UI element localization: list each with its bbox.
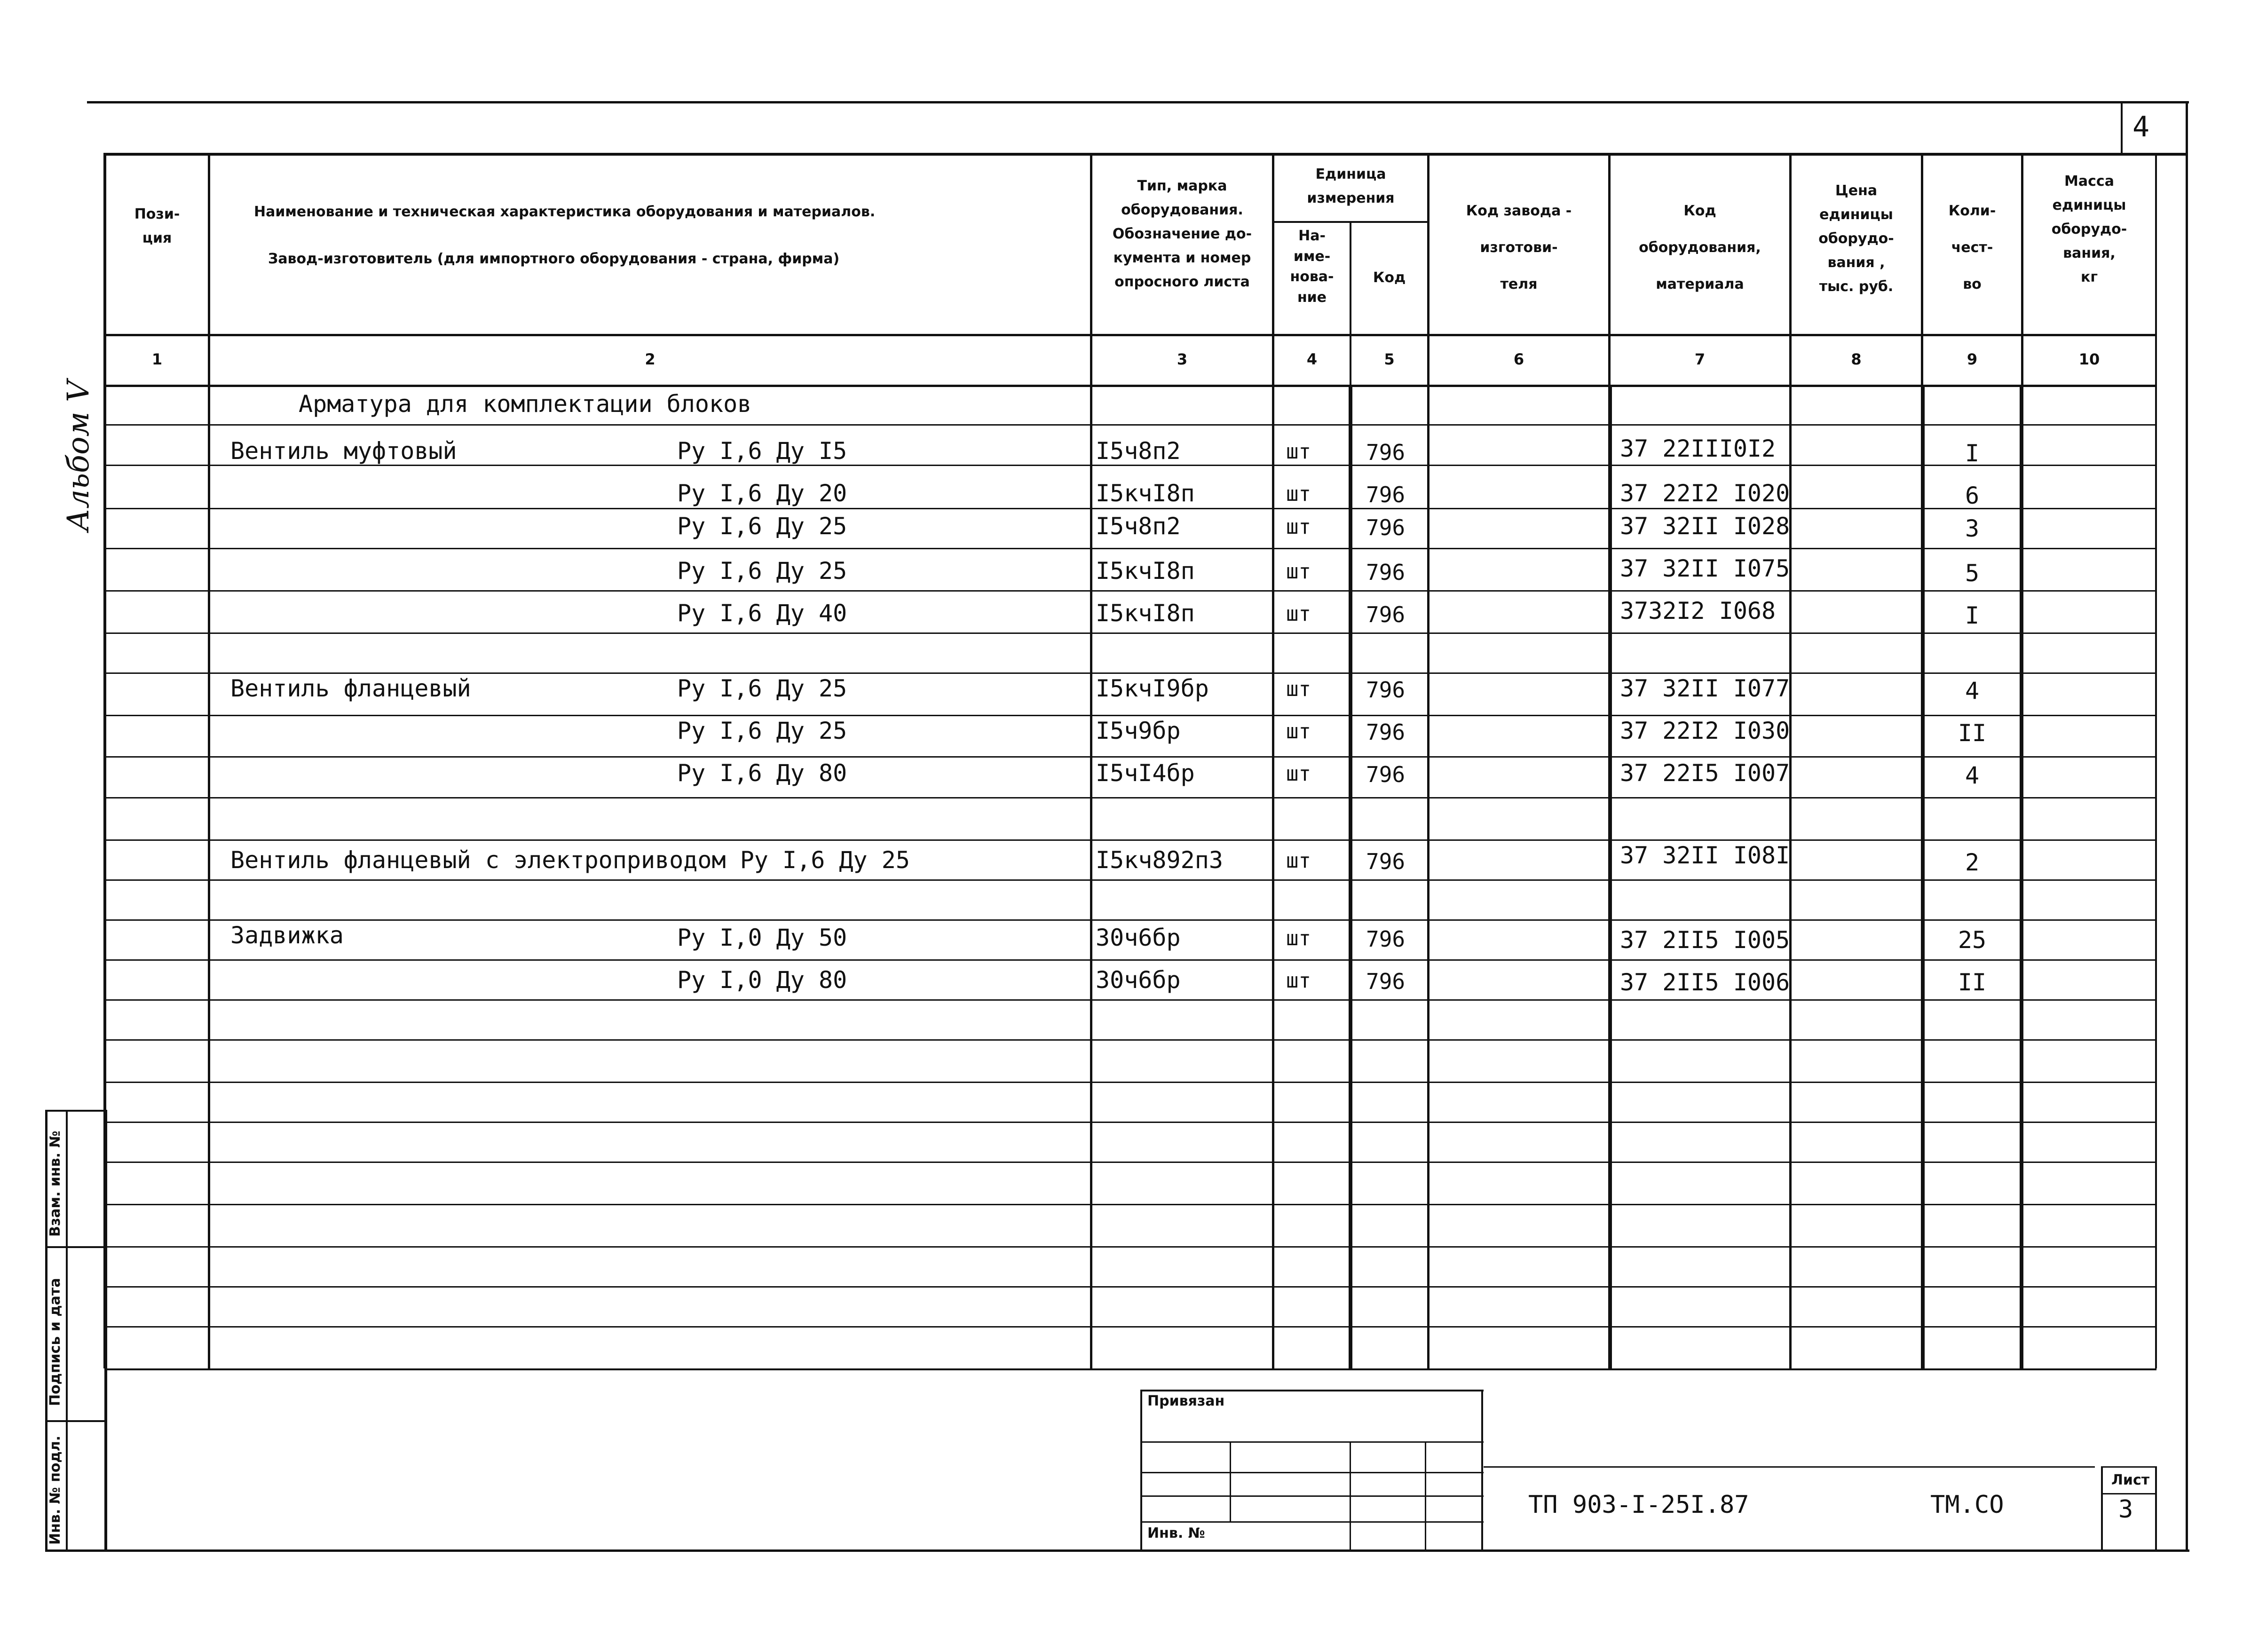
colnum-9: 9 bbox=[1967, 350, 1978, 368]
row-rule bbox=[106, 797, 2156, 798]
header-mass: Масса единицы оборудо- вания, кг bbox=[2051, 173, 2127, 285]
stamp-col bbox=[1425, 1441, 1426, 1549]
stamp-right bbox=[1481, 1390, 1483, 1549]
row-unit-code: 796 bbox=[1366, 515, 1406, 540]
header-name-line1: Наименование и техническая характеристика оборудования и материалов. bbox=[254, 204, 876, 220]
row-equip-code: 37 2II5 I005 bbox=[1620, 926, 1790, 954]
sheet-box-mid bbox=[2101, 1493, 2155, 1494]
row-rule bbox=[106, 999, 2156, 1001]
colnum-4: 4 bbox=[1306, 350, 1318, 368]
row-type: I5кчI9бр bbox=[1096, 675, 1209, 702]
row-rule bbox=[106, 1246, 2156, 1248]
row-spec: Ру I,6 Ду 25 bbox=[677, 513, 847, 540]
row-rule bbox=[106, 959, 2156, 961]
colnum-10: 10 bbox=[2078, 350, 2100, 368]
colnum-1: 1 bbox=[151, 350, 163, 368]
header-unit-name: На- име- нова- ние bbox=[1290, 228, 1334, 306]
right-frame bbox=[2186, 101, 2188, 1552]
header-qty: Коли- чест- во bbox=[1948, 203, 1996, 292]
sheet-number: 3 bbox=[2118, 1495, 2133, 1524]
row-name: Вентиль фланцевый с электроприводом Ру I,6 Ду 25 bbox=[230, 846, 910, 874]
row-type: I5ч9бр bbox=[1096, 717, 1181, 744]
row-qty: I bbox=[1965, 602, 1980, 629]
row-type: I5чI4бр bbox=[1096, 759, 1195, 787]
row-equip-code: 37 32II I08I bbox=[1620, 842, 1790, 869]
row-unit-code: 796 bbox=[1366, 440, 1406, 465]
col-sep-2 bbox=[1090, 153, 1092, 1368]
row-equip-code: 37 22I2 I020 bbox=[1620, 480, 1790, 507]
header-unit-group: Единица измерения bbox=[1307, 166, 1395, 206]
row-rule bbox=[106, 715, 2156, 716]
row-type: I5кчI8п bbox=[1096, 600, 1195, 627]
row-type: 30ч6бр bbox=[1096, 966, 1181, 994]
header-type: Тип, марка оборудования. Обозначение до- кумента и номер опросного листа bbox=[1112, 178, 1252, 290]
side-rule bbox=[45, 1110, 106, 1112]
page-number: 4 bbox=[2132, 111, 2150, 143]
row-rule bbox=[106, 508, 2156, 509]
row-equip-code: 37 32II I075 bbox=[1620, 555, 1790, 582]
row-spec: Ру I,6 Ду 25 bbox=[677, 557, 847, 585]
sheet-label: Лист bbox=[2111, 1472, 2150, 1488]
row-equip-code: 37 22I5 I007 bbox=[1620, 759, 1790, 787]
row-unit: шт bbox=[1286, 969, 1311, 993]
table-top bbox=[103, 153, 2187, 156]
album-note: Альбом V bbox=[61, 380, 96, 531]
row-type: I5ч8п2 bbox=[1096, 513, 1181, 540]
row-unit-code: 796 bbox=[1366, 762, 1406, 787]
doc-code: ТП 903-I-25I.87 bbox=[1528, 1491, 1749, 1519]
stamp-top bbox=[1140, 1390, 1484, 1391]
col-sep-3 bbox=[1272, 153, 1274, 1368]
colnum-2: 2 bbox=[645, 350, 656, 368]
row-equip-code: 37 32II I077 bbox=[1620, 675, 1790, 702]
row-unit: шт bbox=[1286, 482, 1311, 506]
row-name: Задвижка bbox=[230, 922, 344, 949]
number-row-rule bbox=[106, 385, 2156, 387]
side-strip-right bbox=[104, 1110, 107, 1552]
row-unit: шт bbox=[1286, 849, 1311, 873]
heavy-sep-a bbox=[1349, 386, 1352, 1368]
unit-split-rule bbox=[1274, 221, 1427, 223]
row-type: I5кчI8п bbox=[1096, 480, 1195, 507]
row-unit: шт bbox=[1286, 719, 1311, 743]
heavy-sep-b bbox=[1608, 386, 1612, 1368]
row-spec: Ру I,0 Ду 50 bbox=[677, 924, 847, 951]
row-unit: шт bbox=[1286, 515, 1311, 539]
row-qty: 6 bbox=[1965, 482, 1980, 509]
row-unit-code: 796 bbox=[1366, 719, 1406, 745]
stamp-left bbox=[1140, 1390, 1142, 1549]
row-unit-code: 796 bbox=[1366, 926, 1406, 952]
stamp-col bbox=[1350, 1441, 1351, 1549]
row-unit-code: 796 bbox=[1366, 677, 1406, 703]
stamp-rule bbox=[1140, 1441, 1484, 1443]
stamp-inv-no: Инв. № bbox=[1147, 1525, 1205, 1541]
stamp-rule bbox=[1140, 1521, 1484, 1523]
row-type: I5кч892п3 bbox=[1096, 846, 1223, 874]
row-unit: шт bbox=[1286, 677, 1311, 701]
row-qty: II bbox=[1958, 719, 1987, 747]
row-equip-code: 37 22I2 I030 bbox=[1620, 717, 1790, 744]
header-name-line2: Завод-изготовитель (для импортного оборудования - страна, фирма) bbox=[268, 251, 840, 267]
stamp-col bbox=[1230, 1441, 1231, 1521]
col-sep-1 bbox=[208, 153, 210, 1368]
row-qty: 4 bbox=[1965, 762, 1980, 789]
sheet-box-right bbox=[2155, 1466, 2157, 1549]
row-qty: 5 bbox=[1965, 560, 1980, 587]
colnum-3: 3 bbox=[1177, 350, 1188, 368]
header-price: Цена единицы оборудо- вания , тыс. руб. bbox=[1818, 182, 1894, 295]
side-rule bbox=[45, 1420, 106, 1422]
row-rule bbox=[106, 1082, 2156, 1083]
top-rule bbox=[87, 101, 2189, 103]
row-rule bbox=[106, 756, 2156, 758]
row-name: Вентиль фланцевый bbox=[230, 675, 471, 702]
row-unit-code: 796 bbox=[1366, 602, 1406, 627]
header-equip-code: Код оборудования, материала bbox=[1639, 203, 1761, 292]
row-spec: Ру I,6 Ду 25 bbox=[677, 717, 847, 744]
row-rule bbox=[106, 548, 2156, 549]
side-strip-mid bbox=[66, 1110, 68, 1552]
sheet-box-top bbox=[2101, 1466, 2155, 1468]
row-spec: Ру I,6 Ду 80 bbox=[677, 759, 847, 787]
row-unit: шт bbox=[1286, 560, 1311, 584]
row-rule bbox=[106, 1204, 2156, 1205]
title-rule bbox=[1484, 1466, 2095, 1468]
row-qty: 2 bbox=[1965, 849, 1980, 876]
row-rule bbox=[106, 919, 2156, 921]
header-rule bbox=[106, 334, 2156, 336]
stamp-rule bbox=[1140, 1472, 1484, 1473]
stamp-rule bbox=[1140, 1495, 1484, 1497]
row-qty: I bbox=[1965, 440, 1980, 467]
row-equip-code: 37 22III0I2 bbox=[1620, 435, 1776, 462]
page-box-left bbox=[2121, 101, 2123, 153]
row-name: Вентиль муфтовый bbox=[230, 437, 457, 465]
row-qty: 25 bbox=[1958, 926, 1987, 954]
colnum-5: 5 bbox=[1384, 350, 1395, 368]
table-bottom bbox=[106, 1368, 2156, 1370]
row-unit: шт bbox=[1286, 762, 1311, 786]
row-unit: шт bbox=[1286, 926, 1311, 950]
row-qty: 4 bbox=[1965, 677, 1980, 704]
row-spec: Ру I,6 Ду 20 bbox=[677, 480, 847, 507]
row-rule bbox=[106, 465, 2156, 466]
col-sep-10 bbox=[2155, 153, 2157, 1368]
header-maker-code: Код завода - изготови- теля bbox=[1466, 203, 1572, 292]
row-rule bbox=[106, 672, 2156, 674]
row-unit: шт bbox=[1286, 602, 1311, 626]
stamp-privyazan: Привязан bbox=[1147, 1393, 1225, 1409]
row-rule bbox=[106, 1286, 2156, 1288]
row-unit-code: 796 bbox=[1366, 849, 1406, 874]
side-rule bbox=[45, 1246, 106, 1248]
row-qty: II bbox=[1958, 969, 1987, 996]
row-equip-code: 37 2II5 I006 bbox=[1620, 969, 1790, 996]
row-type: 30ч6бр bbox=[1096, 924, 1181, 951]
section-title: Арматура для комплектации блоков bbox=[299, 390, 752, 418]
row-rule bbox=[106, 632, 2156, 634]
colnum-6: 6 bbox=[1513, 350, 1524, 368]
row-equip-code: 37 32II I028 bbox=[1620, 513, 1790, 540]
row-rule bbox=[106, 1122, 2156, 1123]
row-spec: Ру I,0 Ду 80 bbox=[677, 966, 847, 994]
row-type: I5кчI8п bbox=[1096, 557, 1195, 585]
header-unit-code: Код bbox=[1373, 269, 1406, 286]
row-qty: 3 bbox=[1965, 515, 1980, 542]
row-rule bbox=[106, 1039, 2156, 1041]
row-rule bbox=[106, 879, 2156, 881]
side-label-inv-podl: Инв. № подл. bbox=[47, 1435, 63, 1545]
row-rule bbox=[106, 424, 2156, 426]
row-spec: Ру I,6 Ду 40 bbox=[677, 600, 847, 627]
row-rule bbox=[106, 1326, 2156, 1328]
side-label-vzam: Взам. инв. № bbox=[47, 1130, 63, 1237]
row-spec: Ру I,6 Ду I5 bbox=[677, 437, 847, 465]
row-rule bbox=[106, 590, 2156, 592]
row-unit-code: 796 bbox=[1366, 560, 1406, 585]
row-unit: шт bbox=[1286, 440, 1311, 464]
row-unit-code: 796 bbox=[1366, 969, 1406, 994]
row-equip-code: 3732I2 I068 bbox=[1620, 597, 1776, 624]
row-spec: Ру I,6 Ду 25 bbox=[677, 675, 847, 702]
row-type: I5ч8п2 bbox=[1096, 437, 1181, 465]
doc-mark: ТМ.СО bbox=[1930, 1491, 2004, 1519]
row-unit-code: 796 bbox=[1366, 482, 1406, 507]
colnum-7: 7 bbox=[1694, 350, 1706, 368]
row-rule bbox=[106, 1162, 2156, 1163]
bottom-frame bbox=[45, 1549, 2189, 1552]
side-label-podpis: Подпись и дата bbox=[47, 1278, 63, 1406]
colnum-8: 8 bbox=[1851, 350, 1862, 368]
row-rule bbox=[106, 839, 2156, 841]
col-sep-5 bbox=[1427, 153, 1430, 1368]
sheet-box-left bbox=[2101, 1466, 2103, 1549]
header-position: Пози- ция bbox=[134, 206, 180, 246]
